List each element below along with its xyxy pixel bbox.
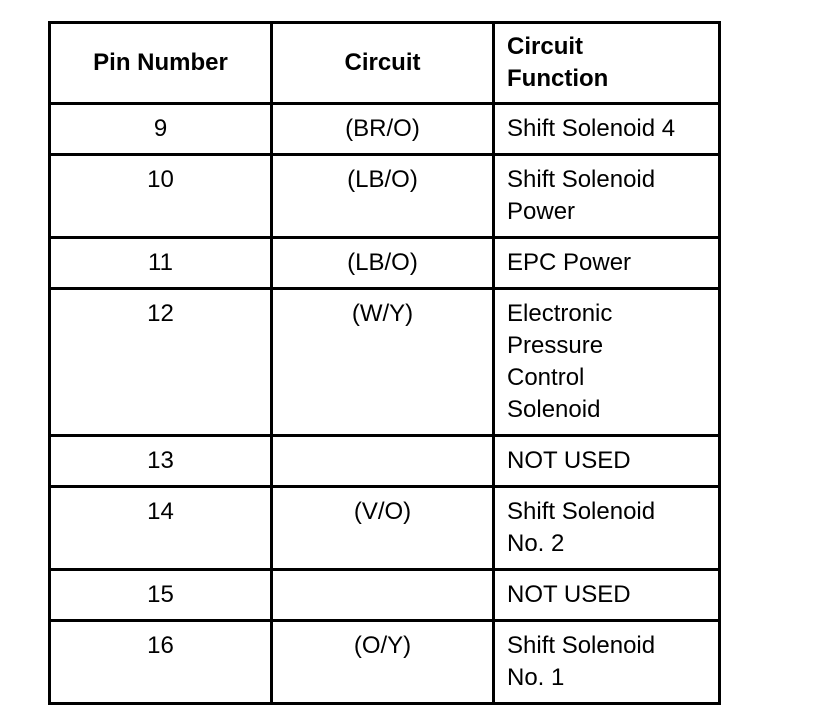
function-cell <box>495 437 721 488</box>
function-cell <box>495 488 721 571</box>
table-body <box>51 105 721 705</box>
table-row <box>51 622 721 705</box>
table-row <box>51 156 721 239</box>
table-row <box>51 437 721 488</box>
circuit-cell: (LB/O) <box>273 156 495 239</box>
function-cell <box>495 105 721 156</box>
function-text: Shift Solenoid Power <box>507 166 656 225</box>
table-row <box>51 488 721 571</box>
circuit-cell: (O/Y) <box>273 622 495 705</box>
function-text: Shift Solenoid No. 1 <box>507 632 656 691</box>
circuit-cell: (V/O) <box>273 488 495 571</box>
pin-cell: 13 <box>51 437 273 488</box>
header-circuit: Circuit <box>273 24 495 105</box>
function-cell <box>495 571 721 622</box>
pin-cell: 14 <box>51 488 273 571</box>
header-pin-number: Pin Number <box>51 24 273 105</box>
header-circuit-function-text: Circuit Function <box>507 33 609 92</box>
circuit-cell <box>273 571 495 622</box>
table-row <box>51 105 721 156</box>
function-text: NOT USED <box>507 581 631 608</box>
pin-cell: 10 <box>51 156 273 239</box>
function-cell <box>495 622 721 705</box>
function-text: NOT USED <box>507 447 631 474</box>
table-header <box>51 24 721 105</box>
circuit-cell <box>273 437 495 488</box>
function-text: Shift Solenoid 4 <box>507 115 676 142</box>
pin-circuit-table <box>48 21 721 705</box>
header-circuit-function <box>495 24 721 105</box>
function-text: Electronic Pressure Control Solenoid <box>507 300 613 423</box>
circuit-cell: (BR/O) <box>273 105 495 156</box>
function-cell <box>495 156 721 239</box>
header-row <box>51 24 721 105</box>
function-cell <box>495 290 721 437</box>
function-text: Shift Solenoid No. 2 <box>507 498 656 557</box>
pin-cell: 16 <box>51 622 273 705</box>
pin-cell: 12 <box>51 290 273 437</box>
pin-cell: 9 <box>51 105 273 156</box>
function-cell <box>495 239 721 290</box>
pin-cell: 15 <box>51 571 273 622</box>
circuit-cell: (W/Y) <box>273 290 495 437</box>
table-row <box>51 239 721 290</box>
table-row <box>51 290 721 437</box>
circuit-cell: (LB/O) <box>273 239 495 290</box>
function-text: EPC Power <box>507 249 632 276</box>
table-row <box>51 571 721 622</box>
pin-cell: 11 <box>51 239 273 290</box>
